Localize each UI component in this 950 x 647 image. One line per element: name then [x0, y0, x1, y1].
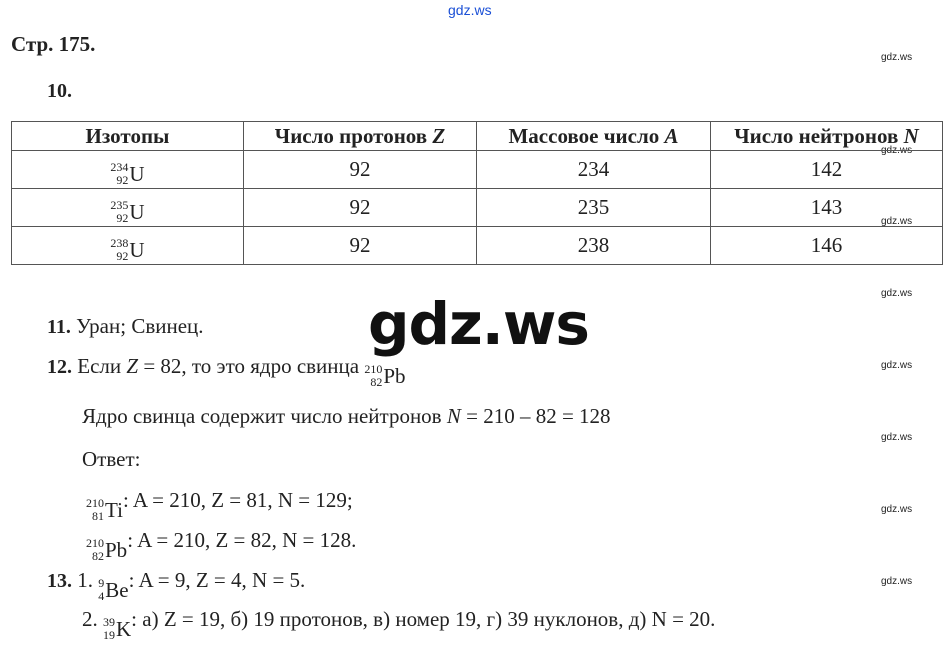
- nuclide-k: 39 19 K: [103, 615, 132, 642]
- neutrons-cell: 143: [711, 189, 943, 227]
- nuclide-be: 9 4 Be: [98, 576, 129, 603]
- mass-number-cell: 235: [477, 189, 711, 227]
- watermark-small: gdz.ws: [881, 145, 913, 156]
- header-neutrons: Число нейтронов N: [711, 122, 943, 151]
- mass-number-cell: 238: [477, 227, 711, 265]
- isotope-cell: 235 92 U: [12, 189, 244, 227]
- task-13-item-1: [47, 568, 305, 603]
- item-text: : а) Z = 19, б) 19 протонов, в) номер 19, г) 39 нуклонов, д) N = 20.: [131, 607, 716, 631]
- watermark-small: gdz.ws: [881, 576, 913, 587]
- task-12-number: 12.: [47, 356, 72, 378]
- header-isotopes: Изотопы: [12, 122, 244, 151]
- nuclide-pb: 210 82 Pb: [86, 536, 128, 563]
- task-12-line-2: [82, 404, 611, 429]
- answer-line-2: [86, 528, 356, 563]
- task-12-line-1: [47, 354, 406, 389]
- protons-cell: 92: [244, 151, 477, 189]
- page-title: Стр. 175.: [11, 32, 96, 56]
- isotope-cell: 238 92 U: [12, 227, 244, 265]
- neutrons-cell: 142: [711, 151, 943, 189]
- answer-text: : A = 210, Z = 81, N = 129;: [122, 488, 353, 512]
- nuclide-pb: 210 82 Pb: [364, 362, 406, 389]
- answer-line-1: [86, 488, 353, 523]
- nuclide-ti: 210 81 Ti: [86, 496, 123, 523]
- task-13-item-2: [82, 607, 715, 642]
- item-number: 1.: [77, 568, 93, 592]
- task-12-text: = 210 – 82 = 128: [466, 404, 611, 428]
- task-12-text: Ядро свинца содержит число нейтронов: [82, 404, 442, 428]
- watermark-small: gdz.ws: [881, 52, 913, 63]
- task-12-var: N: [446, 404, 461, 428]
- protons-cell: 92: [244, 189, 477, 227]
- table-header-row: [12, 122, 943, 151]
- item-text: : A = 9, Z = 4, N = 5.: [128, 568, 306, 592]
- answer-text: : A = 210, Z = 82, N = 128.: [127, 528, 357, 552]
- header-protons: Число протонов Z: [244, 122, 477, 151]
- task-12-text: Если: [77, 354, 122, 378]
- mass-number-cell: 234: [477, 151, 711, 189]
- neutrons-cell: 146: [711, 227, 943, 265]
- task-12-var: Z: [126, 354, 139, 378]
- watermark-top: gdz.ws: [448, 2, 492, 18]
- answer-label: Ответ:: [82, 447, 141, 471]
- task-10-number: 10.: [47, 80, 72, 102]
- task-11-number: 11.: [47, 316, 71, 338]
- task-13-number: 13.: [47, 570, 72, 592]
- table-row: [12, 189, 943, 227]
- protons-cell: 92: [244, 227, 477, 265]
- table-row: [12, 151, 943, 189]
- watermark-small: gdz.ws: [881, 432, 913, 443]
- task-11: [47, 314, 204, 339]
- watermark-small: gdz.ws: [881, 360, 913, 371]
- item-number: 2.: [82, 607, 98, 631]
- watermark-small: gdz.ws: [881, 504, 913, 515]
- watermark-center: gdz.ws: [368, 290, 589, 358]
- header-mass-number: Массовое число A: [477, 122, 711, 151]
- table-row: [12, 227, 943, 265]
- watermark-small: gdz.ws: [881, 216, 913, 227]
- watermark-small: gdz.ws: [881, 288, 913, 299]
- task-11-text: Уран; Свинец.: [76, 314, 204, 338]
- isotopes-table: [11, 121, 943, 265]
- isotope-cell: 234 92 U: [12, 151, 244, 189]
- task-12-text: = 82, то это ядро свинца: [143, 354, 360, 378]
